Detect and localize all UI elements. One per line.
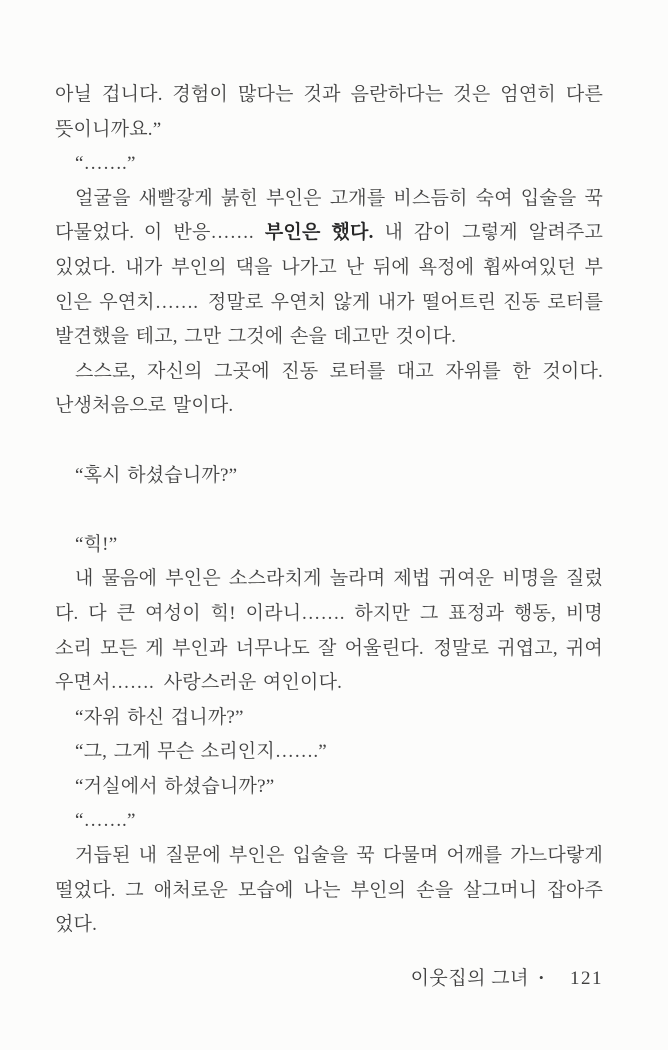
text-line	[55, 459, 603, 494]
text-segment: “…….”	[75, 153, 136, 175]
page-footer	[55, 963, 603, 990]
footer-book-title: 이웃집의 그녀	[410, 968, 529, 989]
text-line	[55, 908, 603, 943]
text-line	[55, 389, 603, 424]
page-text	[55, 78, 603, 943]
text-line	[55, 355, 603, 390]
text-line	[55, 251, 603, 286]
text-line	[55, 735, 603, 770]
text-segment: “힉!”	[75, 533, 118, 555]
text-segment: 거듭된 내 질문에 부인은 입술을 꾹 다물며 어깨를 가느다랗게	[75, 845, 603, 867]
text-line	[55, 286, 603, 321]
text-line	[55, 182, 603, 217]
text-segment: 었다.	[55, 914, 98, 936]
text-segment: 발견했을 테고, 그만 그것에 손을 데고만 것이다.	[55, 326, 457, 348]
text-line	[55, 839, 603, 874]
text-segment: 뜻이니까요.”	[55, 118, 162, 140]
text-segment: 내 감이 그렇게 알려주고	[373, 222, 604, 244]
text-segment: “그, 그게 무슨 소리인지…….”	[75, 741, 327, 763]
text-segment: 얼굴을 새빨갛게 붉힌 부인은 고개를 비스듬히 숙여 입술을 꾹	[75, 187, 603, 209]
blank-line	[55, 493, 603, 528]
text-line	[55, 874, 603, 909]
text-segment: 소리 모든 게 부인과 너무나도 잘 어울린다. 정말로 귀엽고, 귀여	[55, 637, 603, 659]
text-line	[55, 147, 603, 182]
text-segment: 아닐 겁니다. 경험이 많다는 것과 음란하다는 것은 엄연히 다른	[55, 84, 603, 105]
footer-bullet-separator: •	[538, 970, 544, 985]
text-line	[55, 597, 603, 632]
text-segment: 스스로, 자신의 그곳에 진동 로터를 대고 자위를 한 것이다.	[75, 360, 603, 382]
text-segment: “…….”	[75, 810, 136, 832]
text-segment: “거실에서 하셨습니까?”	[75, 775, 275, 797]
bold-text-segment: 부인은 했다.	[264, 222, 374, 244]
text-segment: 우면서……. 사랑스러운 여인이다.	[55, 672, 343, 694]
text-segment: 난생처음으로 말이다.	[55, 395, 234, 417]
footer-page-number: 121	[570, 968, 603, 989]
text-segment: 있었다. 내가 부인의 댁을 나가고 난 뒤에 욕정에 휩싸여있던 부	[55, 256, 603, 278]
text-line	[55, 804, 603, 839]
blank-line	[55, 424, 603, 459]
text-line	[55, 528, 603, 563]
text-line	[55, 666, 603, 701]
text-segment: 다. 다 큰 여성이 힉! 이라니……. 하지만 그 표정과 행동, 비명	[55, 602, 603, 624]
text-line	[55, 632, 603, 667]
text-segment: 인은 우연치……. 정말로 우연치 않게 내가 떨어트린 진동 로터를	[55, 291, 603, 313]
text-line	[55, 113, 603, 148]
text-segment: “혹시 하셨습니까?”	[75, 464, 238, 486]
text-segment: “자위 하신 겁니까?”	[75, 706, 244, 728]
text-segment: 내 물음에 부인은 소스라치게 놀라며 제법 귀여운 비명을 질렀	[75, 568, 603, 590]
text-line	[55, 770, 603, 805]
text-line	[55, 701, 603, 736]
text-line	[55, 320, 603, 355]
text-line	[55, 216, 603, 251]
text-line	[55, 78, 603, 113]
text-segment: 떨었다. 그 애처로운 모습에 나는 부인의 손을 살그머니 잡아주	[55, 879, 603, 901]
text-line	[55, 562, 603, 597]
text-segment: 다물었다. 이 반응…….	[55, 222, 265, 244]
